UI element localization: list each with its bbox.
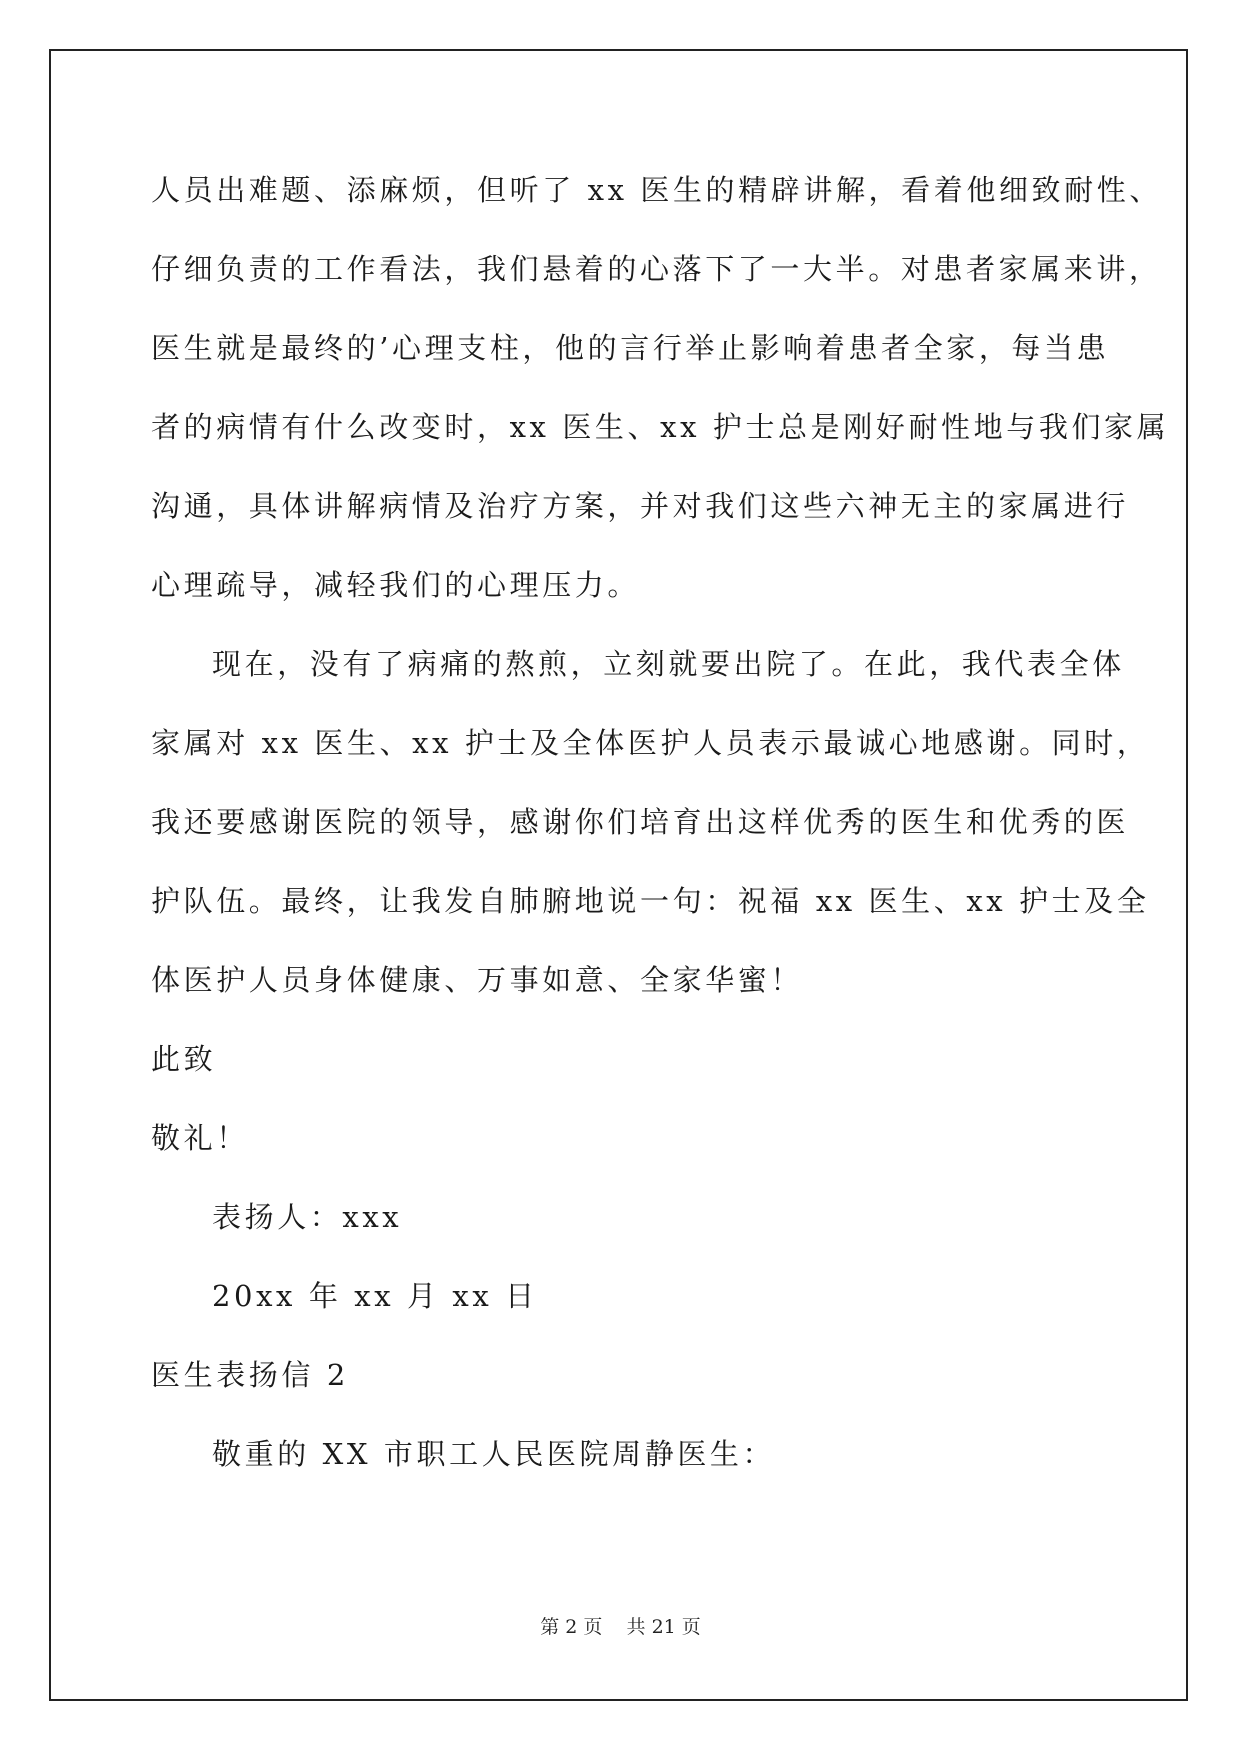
text-line: 人员出难题、添麻烦，但听了 xx 医生的精辟讲解，看着他细致耐性、: [151, 173, 1162, 207]
closing-salutation: 此致: [151, 1042, 217, 1076]
text-line: 体医护人员身体健康、万事如意、全家华蜜！: [151, 963, 804, 997]
text-line: 护队伍。最终，让我发自肺腑地说一句：祝福 xx 医生、xx 护士及全: [151, 884, 1150, 918]
text-line: 我还要感谢医院的领导，感谢你们培育出这样优秀的医生和优秀的医: [151, 805, 1130, 839]
paragraph-start-line: 现在，没有了病痛的熬煎，立刻就要出院了。在此，我代表全体: [212, 647, 1125, 681]
text-line: 医生就是最终的’心理支柱，他的言行举止影响着患者全家，每当患: [151, 331, 1110, 365]
page-number: 第 2 页 共 21 页: [540, 1616, 701, 1638]
letter-greeting: 敬重的 XX 市职工人民医院周静医生：: [212, 1437, 776, 1471]
text-line: 心理疏导，减轻我们的心理压力。: [151, 568, 641, 602]
text-line: 家属对 xx 医生、xx 护士及全体医护人员表示最诚心地感谢。同时，: [151, 726, 1150, 760]
signature-line: 表扬人：xxx: [212, 1200, 403, 1234]
page-footer: [0, 1612, 1241, 1639]
section-heading: 医生表扬信 2: [151, 1358, 349, 1392]
text-line: 仔细负责的工作看法，我们悬着的心落下了一大半。对患者家属来讲，: [151, 252, 1162, 286]
text-line: 沟通，具体讲解病情及治疗方案，并对我们这些六神无主的家属进行: [151, 489, 1130, 523]
text-line: 者的病情有什么改变时，xx 医生、xx 护士总是刚好耐性地与我们家属: [151, 410, 1170, 444]
document-body: [151, 160, 1170, 1503]
date-line: 20xx 年 xx 月 xx 日: [212, 1279, 538, 1313]
closing-regards: 敬礼！: [151, 1121, 249, 1155]
